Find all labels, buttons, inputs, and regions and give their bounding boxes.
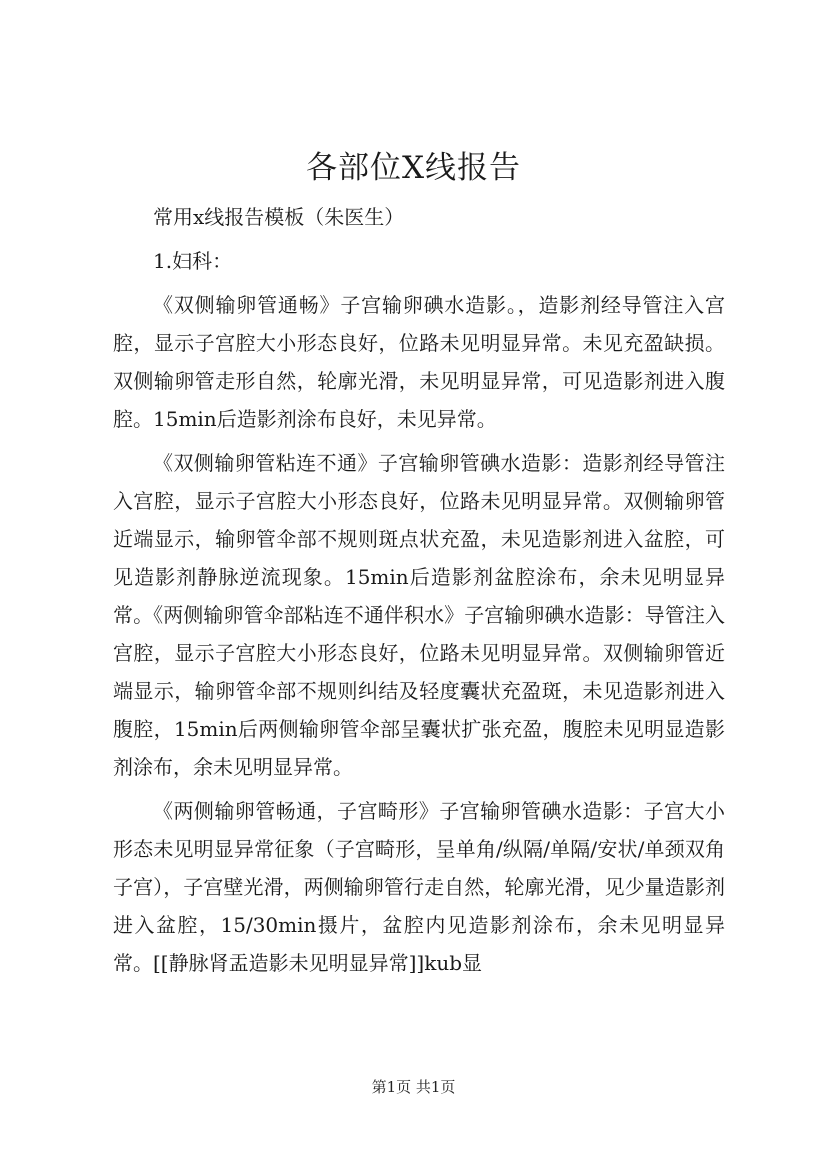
- report-paragraph-tubes-patent: 《双侧输卵管通畅》子宫输卵碘水造影。，造影剂经导管注入宫腔，显示子宫腔大小形态良好，位路未见明显异常。未见充盈缺损。双侧输卵管走形自然，轮廓光滑，未见明显异常，可见造影剂进入腹腔。15min后造影剂涂布良好，未见异常。: [113, 293, 725, 431]
- document-title: 各部位X线报告: [305, 150, 522, 186]
- section-heading-gynecology: 1.妇科：: [153, 249, 233, 273]
- report-paragraph-tubes-blocked: 《双侧输卵管粘连不通》子宫输卵管碘水造影：造影剂经导管注入宫腔，显示子宫腔大小形态良好，位路未见明显异常。双侧输卵管近端显示，输卵管伞部不规则斑点状充盈，未见造影剂进入盆腔，可见造影剂静脉逆流现象。15min后造影剂盆腔涂布，余未见明显异常。《两侧输卵管伞部粘连不通伴积水》子宫输卵碘水造影：导管注入宫腔，显示子宫腔大小形态良好，位路未见明显异常。双侧输卵管近端显示，输卵管伞部不规则纠结及轻度囊状充盈斑，未见造影剂进入腹腔，15min后两侧输卵管伞部呈囊状扩张充盈，腹腔未见明显造影剂涂布，余未见明显异常。: [113, 451, 725, 779]
- subtitle-paragraph: 常用x线报告模板（朱医生）: [153, 205, 405, 229]
- document-body: [113, 198, 725, 988]
- report-paragraph-uterine-malformation: 《两侧输卵管畅通，子宫畸形》子宫输卵管碘水造影：子宫大小形态未见明显异常征象（子宫畸形，呈单角/纵隔/单隔/安状/单颈双角子宫），子宫壁光滑，两侧输卵管行走自然，轮廓光滑，见少量造影剂进入盆腔，15/30min摄片，盆腔内见造影剂涂布，余未见明显异常。[[静脉肾盂造影未见明显异常]]kub显: [113, 799, 725, 975]
- page-footer: 第1页 共1页: [371, 1078, 456, 1096]
